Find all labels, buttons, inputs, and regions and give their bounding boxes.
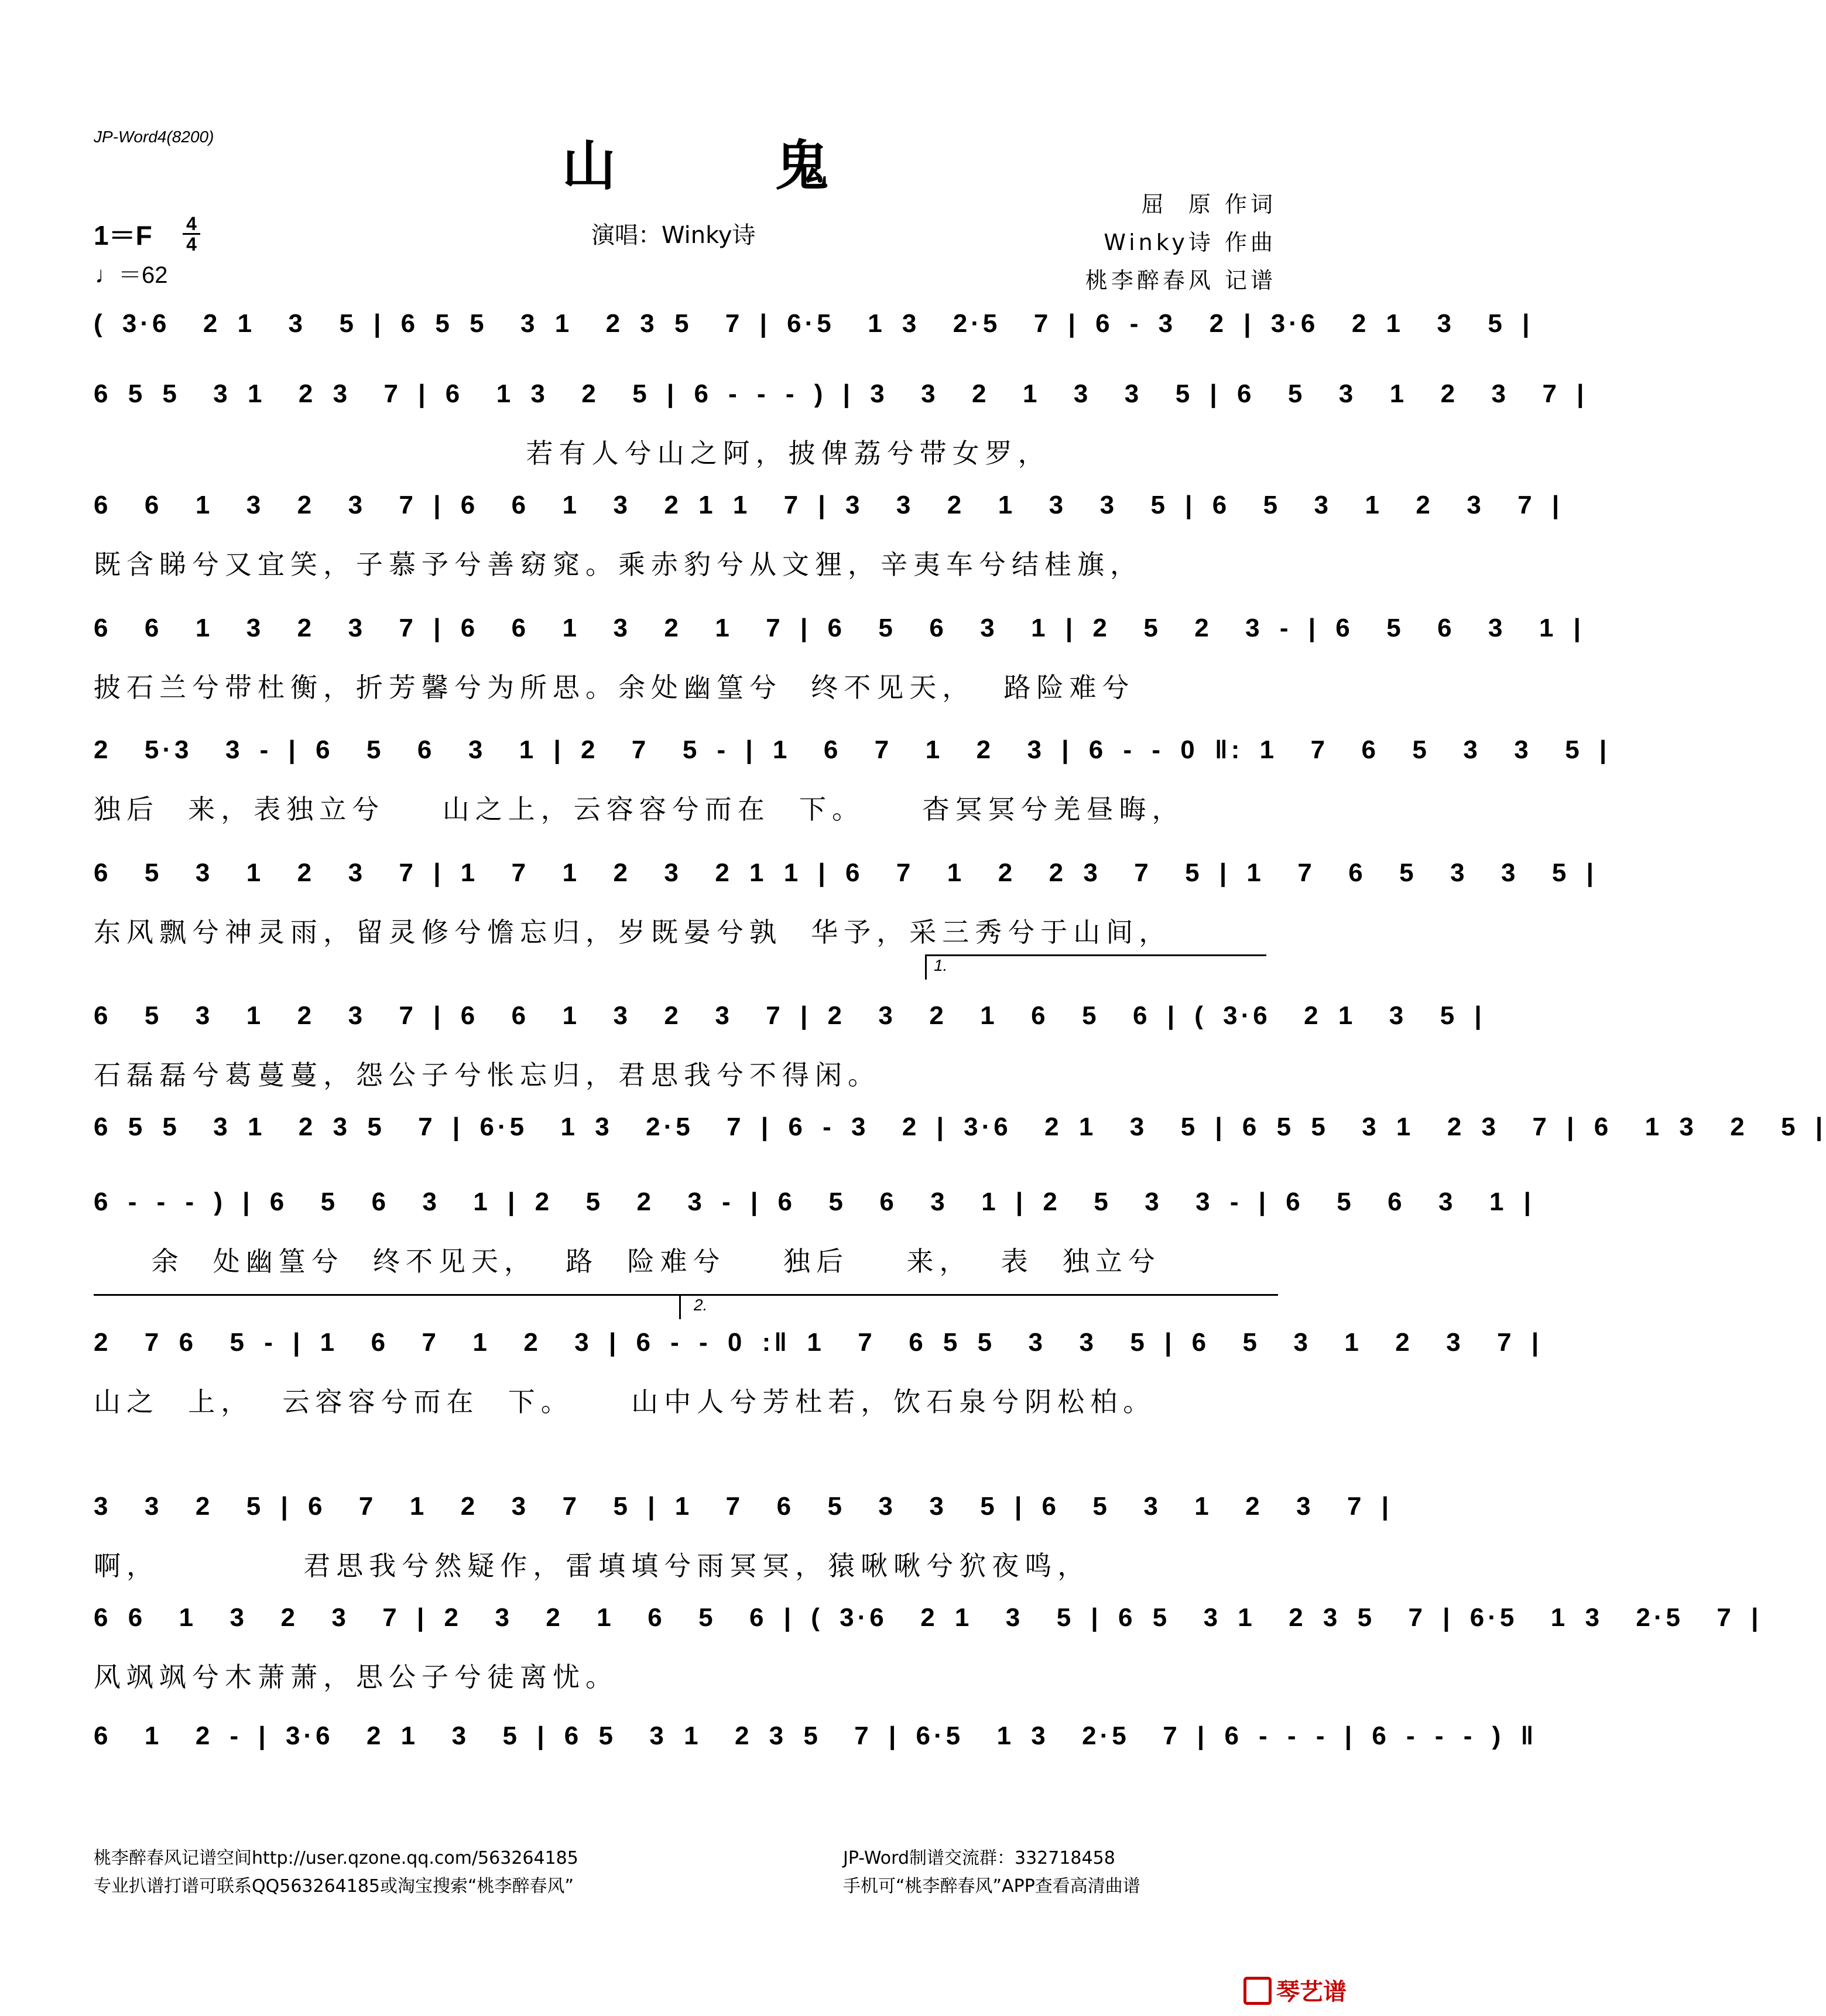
- lyricist-credit: 屈 原 作词: [1141, 191, 1276, 217]
- logo-icon: [1243, 1977, 1272, 2005]
- tempo-marking: ♩＝62: [95, 262, 168, 288]
- notation-line: 6 1 2 - | 3·6 2 1 3 5 | 6 5 3 1 2 3 5 7 | 6·5 1 3 2·5 7 | 6 - - - | 6 - - - ) ‖: [94, 1721, 1537, 1750]
- score-row-4: [94, 614, 1584, 707]
- notation-line: 2 7 6 5 - | 1 6 7 1 2 3 | 6 - - 0 :‖ 1 7 6 5 5 3 3 5 | 6 5 3 1 2 3 7 |: [94, 1328, 1543, 1357]
- notation-line: 6 6 1 3 2 3 7 | 6 6 1 3 2 1 1 7 | 3 3 2 1 3 3 5 | 6 5 3 1 2 3 7 |: [94, 491, 1563, 519]
- score-row-10: [94, 1328, 1543, 1422]
- transcriber-credit: 桃李醉春风 记谱: [1085, 268, 1276, 293]
- lyrics-line: 披石兰兮带杜衡，折芳馨兮为所思。余处幽篁兮 终不见天， 路险难兮: [94, 672, 1135, 703]
- notation-line: 3 3 2 5 | 6 7 1 2 3 7 5 | 1 7 6 5 3 3 5 | 6 5 3 1 2 3 7 |: [94, 1492, 1393, 1521]
- lyrics-line: 山之 上， 云容容兮而在 下。 山中人兮芳杜若，饮石泉兮阴松柏。: [94, 1386, 1156, 1418]
- lyrics-line: 石磊磊兮葛蔓蔓，怨公子兮怅忘归，君思我兮不得闲。: [94, 1059, 881, 1091]
- lyrics-line: 啊， 君思我兮然疑作，雷填填兮雨冥冥，猿啾啾兮狖夜鸣，: [94, 1550, 1091, 1582]
- lyrics-line: 独后 来，表独立兮 山之上，云容容兮而在 下。 杳冥冥兮羌昼晦，: [94, 793, 1185, 825]
- time-signature-top: 4: [186, 213, 197, 234]
- footer-website: 桃李醉春风记谱空间http://user.qzone.qq.com/563264185: [94, 1848, 578, 1868]
- lyrics-line: 风飒飒兮木萧萧，思公子兮徒离忧。: [94, 1661, 618, 1693]
- notation-line: 6 5 3 1 2 3 7 | 1 7 1 2 3 2 1 1 | 6 7 1 2 2 3 7 5 | 1 7 6 5 3 3 5 |: [94, 858, 1597, 887]
- composer-credit: Winky诗 作曲: [1104, 230, 1276, 255]
- watermark-text: 琴艺谱: [1276, 1979, 1347, 2005]
- lyrics-line: 余 处幽篁兮 终不见天， 路 险难兮 独后 来， 表 独立兮: [94, 1245, 1161, 1277]
- score-row-1: [94, 309, 1533, 356]
- notation-line: 6 6 1 3 2 3 7 | 6 6 1 3 2 1 7 | 6 5 6 3 1 | 2 5 2 3 - | 6 5 6 3 1 |: [94, 614, 1584, 642]
- score-row-5: [94, 735, 1611, 829]
- software-version: JP-Word4(8200): [94, 128, 214, 146]
- page-title: 山 鬼: [562, 134, 900, 197]
- repeat-bracket-line: [94, 1294, 679, 1296]
- score-row-2: [94, 379, 1588, 473]
- footer-app: 手机可“桃李醉春风”APP查看高清曲谱: [843, 1876, 1140, 1897]
- second-ending-label: 2.: [694, 1296, 708, 1314]
- time-signature: [183, 213, 200, 255]
- notation-line: 6 5 5 3 1 2 3 5 7 | 6·5 1 3 2·5 7 | 6 - 3 2 | 3·6 2 1 3 5 | 6 5 5 3 1 2 3 7 | 6 1 3 2 5 |: [94, 1113, 1826, 1141]
- score-row-7: [94, 1001, 1485, 1095]
- score-row-12: [94, 1603, 1762, 1697]
- lyrics-line: 若有人兮山之阿，披俾荔兮带女罗，: [94, 437, 1051, 469]
- first-ending-label: 1.: [934, 956, 948, 974]
- score-row-8: [94, 1113, 1826, 1159]
- notation-line: 6 5 3 1 2 3 7 | 6 6 1 3 2 3 7 | 2 3 2 1 6 5 6 | ( 3·6 2 1 3 5 |: [94, 1001, 1485, 1030]
- score-row-13: [94, 1721, 1537, 1768]
- notation-line: ( 3·6 2 1 3 5 | 6 5 5 3 1 2 3 5 7 | 6·5 1 3 2·5 7 | 6 - 3 2 | 3·6 2 1 3 5 |: [94, 309, 1533, 338]
- lyrics-line: 东风飘兮神灵雨，留灵修兮憺忘归，岁既晏兮孰 华予，采三秀兮于山间，: [94, 916, 1172, 948]
- time-signature-bottom: 4: [186, 234, 197, 255]
- singer-label: 演唱：Winky诗: [591, 222, 756, 249]
- first-ending-bracket: [925, 954, 1266, 980]
- key-signature: 1＝F: [94, 220, 152, 251]
- footer-group: JP-Word制谱交流群：332718458: [843, 1848, 1115, 1868]
- score-row-9: [94, 1187, 1534, 1281]
- score-row-3: [94, 491, 1563, 584]
- notation-line: 6 - - - ) | 6 5 6 3 1 | 2 5 2 3 - | 6 5 6 3 1 | 2 5 3 3 - | 6 5 6 3 1 |: [94, 1187, 1534, 1216]
- footer-contact: 专业扒谱打谱可联系QQ563264185或淘宝搜索“桃李醉春风”: [94, 1876, 574, 1897]
- credits: [972, 186, 1276, 295]
- second-ending-bracket: [679, 1294, 1278, 1319]
- watermark-logo: [1243, 1973, 1347, 2007]
- notation-line: 6 6 1 3 2 3 7 | 2 3 2 1 6 5 6 | ( 3·6 2 1 3 5 | 6 5 3 1 2 3 5 7 | 6·5 1 3 2·5 7 |: [94, 1603, 1762, 1632]
- notation-line: 6 5 5 3 1 2 3 7 | 6 1 3 2 5 | 6 - - - ) | 3 3 2 1 3 3 5 | 6 5 3 1 2 3 7 |: [94, 379, 1588, 408]
- notation-line: 2 5·3 3 - | 6 5 6 3 1 | 2 7 5 - | 1 6 7 1 2 3 | 6 - - 0 ‖: 1 7 6 5 3 3 5 |: [94, 735, 1611, 764]
- lyrics-line: 既含睇兮又宜笑，子慕予兮善窈窕。乘赤豹兮从文狸，辛夷车兮结桂旗，: [94, 549, 1143, 580]
- score-row-6: [94, 858, 1597, 952]
- score-row-11: [94, 1492, 1393, 1586]
